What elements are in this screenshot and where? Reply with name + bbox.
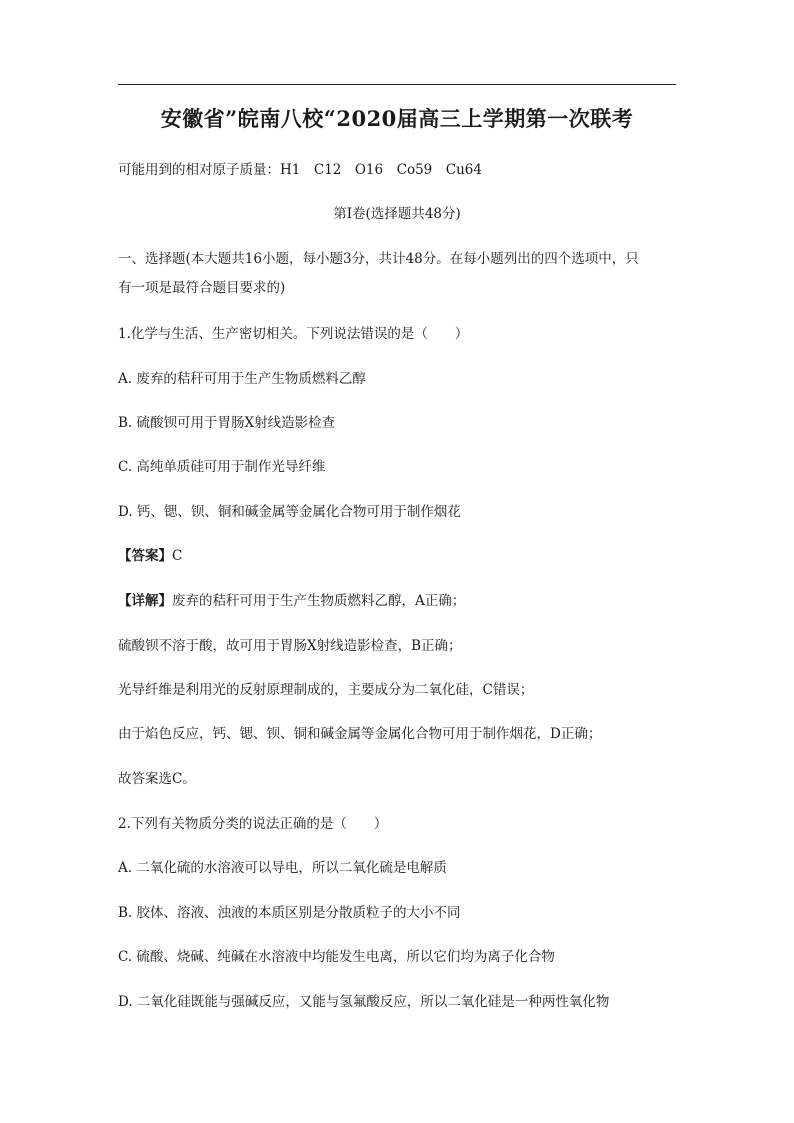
- q2-option-b: B. 胶体、溶液、浊液的本质区别是分散质粒子的大小不同: [118, 905, 461, 921]
- q2-option-a: A. 二氧化硫的水溶液可以导电，所以二氧化硫是电解质: [118, 860, 447, 876]
- instructions-line-1: 一、选择题(本大题共16小题，每小题3分，共计48分。在每小题列出的四个选项中，只: [118, 251, 639, 267]
- q1-detail-line-5: 故答案选C。: [118, 771, 196, 787]
- instructions-line-2: 有一项是最符合题目要求的): [118, 280, 286, 296]
- q1-detail-line-2: 硫酸钡不溶于酸，故可用于胃肠X射线造影检查，B正确；: [118, 638, 462, 654]
- q1-detail-line-3: 光导纤维是利用光的反射原理制成的，主要成分为二氧化硅，C错误；: [118, 682, 534, 698]
- q1-option-d: D. 钙、锶、钡、铜和碱金属等金属化合物可用于制作烟花: [118, 504, 461, 520]
- answer-value: C: [172, 548, 183, 564]
- q1-option-a: A. 废弃的秸秆可用于生产生物质燃料乙醇: [118, 371, 366, 387]
- q2-option-d: D. 二氧化硅既能与强碱反应，又能与氢氟酸反应，所以二氧化硅是一种两性氧化物: [118, 994, 610, 1010]
- header-rule: [118, 84, 676, 85]
- detail-text: 废弃的秸秆可用于生产生物质燃料乙醇，A正确；: [172, 593, 466, 609]
- q1-option-b: B. 硫酸钡可用于胃肠X射线造影检查: [118, 415, 336, 431]
- q1-detail-line-4: 由于焰色反应，钙、锶、钡、铜和碱金属等金属化合物可用于制作烟花，D正确；: [118, 726, 602, 742]
- atomic-mass-line: 可能用到的相对原子质量：H1 C12 O16 Co59 Cu64: [118, 162, 482, 178]
- q1-answer: [118, 546, 182, 566]
- q1-detail-line-1: [118, 591, 465, 611]
- q1-stem: 1.化学与生活、生产密切相关。下列说法错误的是（ ）: [118, 326, 469, 342]
- answer-tag: 【答案】: [118, 548, 172, 564]
- section-heading: 第Ⅰ卷(选择题共48分): [333, 206, 461, 222]
- q1-option-c: C. 高纯单质硅可用于制作光导纤维: [118, 459, 326, 475]
- document-title: 安徽省”皖南八校“2020届高三上学期第一次联考: [160, 106, 634, 131]
- detail-tag: 【详解】: [118, 593, 172, 609]
- q2-option-c: C. 硫酸、烧碱、纯碱在水溶液中均能发生电离，所以它们均为离子化合物: [118, 949, 555, 965]
- q2-stem: 2.下列有关物质分类的说法正确的是（ ）: [118, 816, 388, 832]
